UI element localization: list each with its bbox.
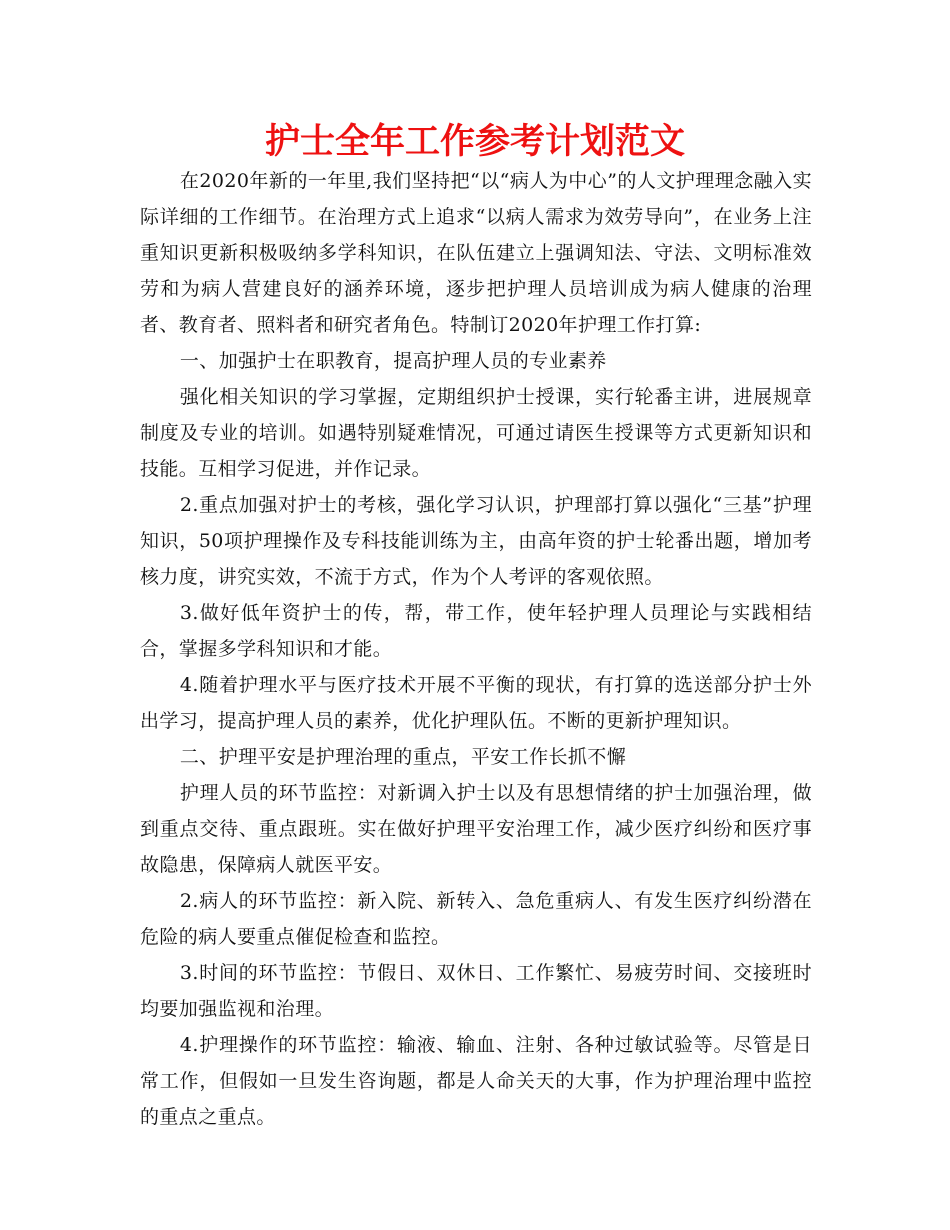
paragraph: 护理人员的环节监控：对新调入护士以及有思想情绪的护士加强治理，做到重点交待、重点跟班。实在做好护理平安治理工作，减少医疗纠纷和医疗事故隐患，保障病人就医平安。 <box>140 782 812 876</box>
section-heading-2: 二、护理平安是护理治理的重点，平安工作长抓不懈 <box>179 746 627 768</box>
paragraph: 强化相关知识的学习掌握，定期组织护士授课，实行轮番主讲，进展规章制度及专业的培训。如遇特别疑难情况，可通过请医生授课等方式更新知识和技能。互相学习促进，并作记录。 <box>140 386 812 480</box>
section-heading-1: 一、加强护士在职教育，提高护理人员的专业素养 <box>179 350 607 372</box>
paragraph: 4.随着护理水平与医疗技术开展不平衡的现状，有打算的选送部分护士外出学习，提高护理人员的素养，优化护理队伍。不断的更新护理知识。 <box>140 674 812 732</box>
document-title: 护士全年工作参考计划范文 <box>264 122 685 162</box>
paragraph: 2.病人的环节监控：新入院、新转入、急危重病人、有发生医疗纠纷潜在危险的病人要重点催促检查和监控。 <box>140 890 812 948</box>
paragraph: 2.重点加强对护士的考核，强化学习认识，护理部打算以强化“三基”护理知识，50项护理操作及专科技能训练为主，由高年资的护士轮番出题，增加考核力度，讲究实效，不流于方式，作为个人考评的客观依照。 <box>140 494 812 588</box>
paragraph: 3.时间的环节监控：节假日、双休日、工作繁忙、易疲劳时间、交接班时均要加强监视和治理。 <box>140 962 812 1020</box>
paragraph: 4.护理操作的环节监控：输液、输血、注射、各种过敏试验等。尽管是日常工作，但假如一旦发生咨询题，都是人命关天的大事，作为护理治理中监控的重点之重点。 <box>140 1034 812 1128</box>
paragraph-intro: 在2020年新的一年里,我们坚持把“以“病人为中心”的人文护理理念融入实际详细的工作细节。在治理方式上追求“以病人需求为效劳导向”，在业务上注重知识更新积极吸纳多学科知识，在队伍建立上强调知法、守法、文明标准效劳和为病人营建良好的涵养环境，逐步把护理人员培训成为病人健康的治理者、教育者、照料者和研究者角色。特制订2020年护理工作打算: <box>140 170 812 336</box>
paragraph: 3.做好低年资护士的传，帮，带工作，使年轻护理人员理论与实践相结合，掌握多学科知识和才能。 <box>140 602 812 660</box>
document-body <box>140 163 812 1135</box>
